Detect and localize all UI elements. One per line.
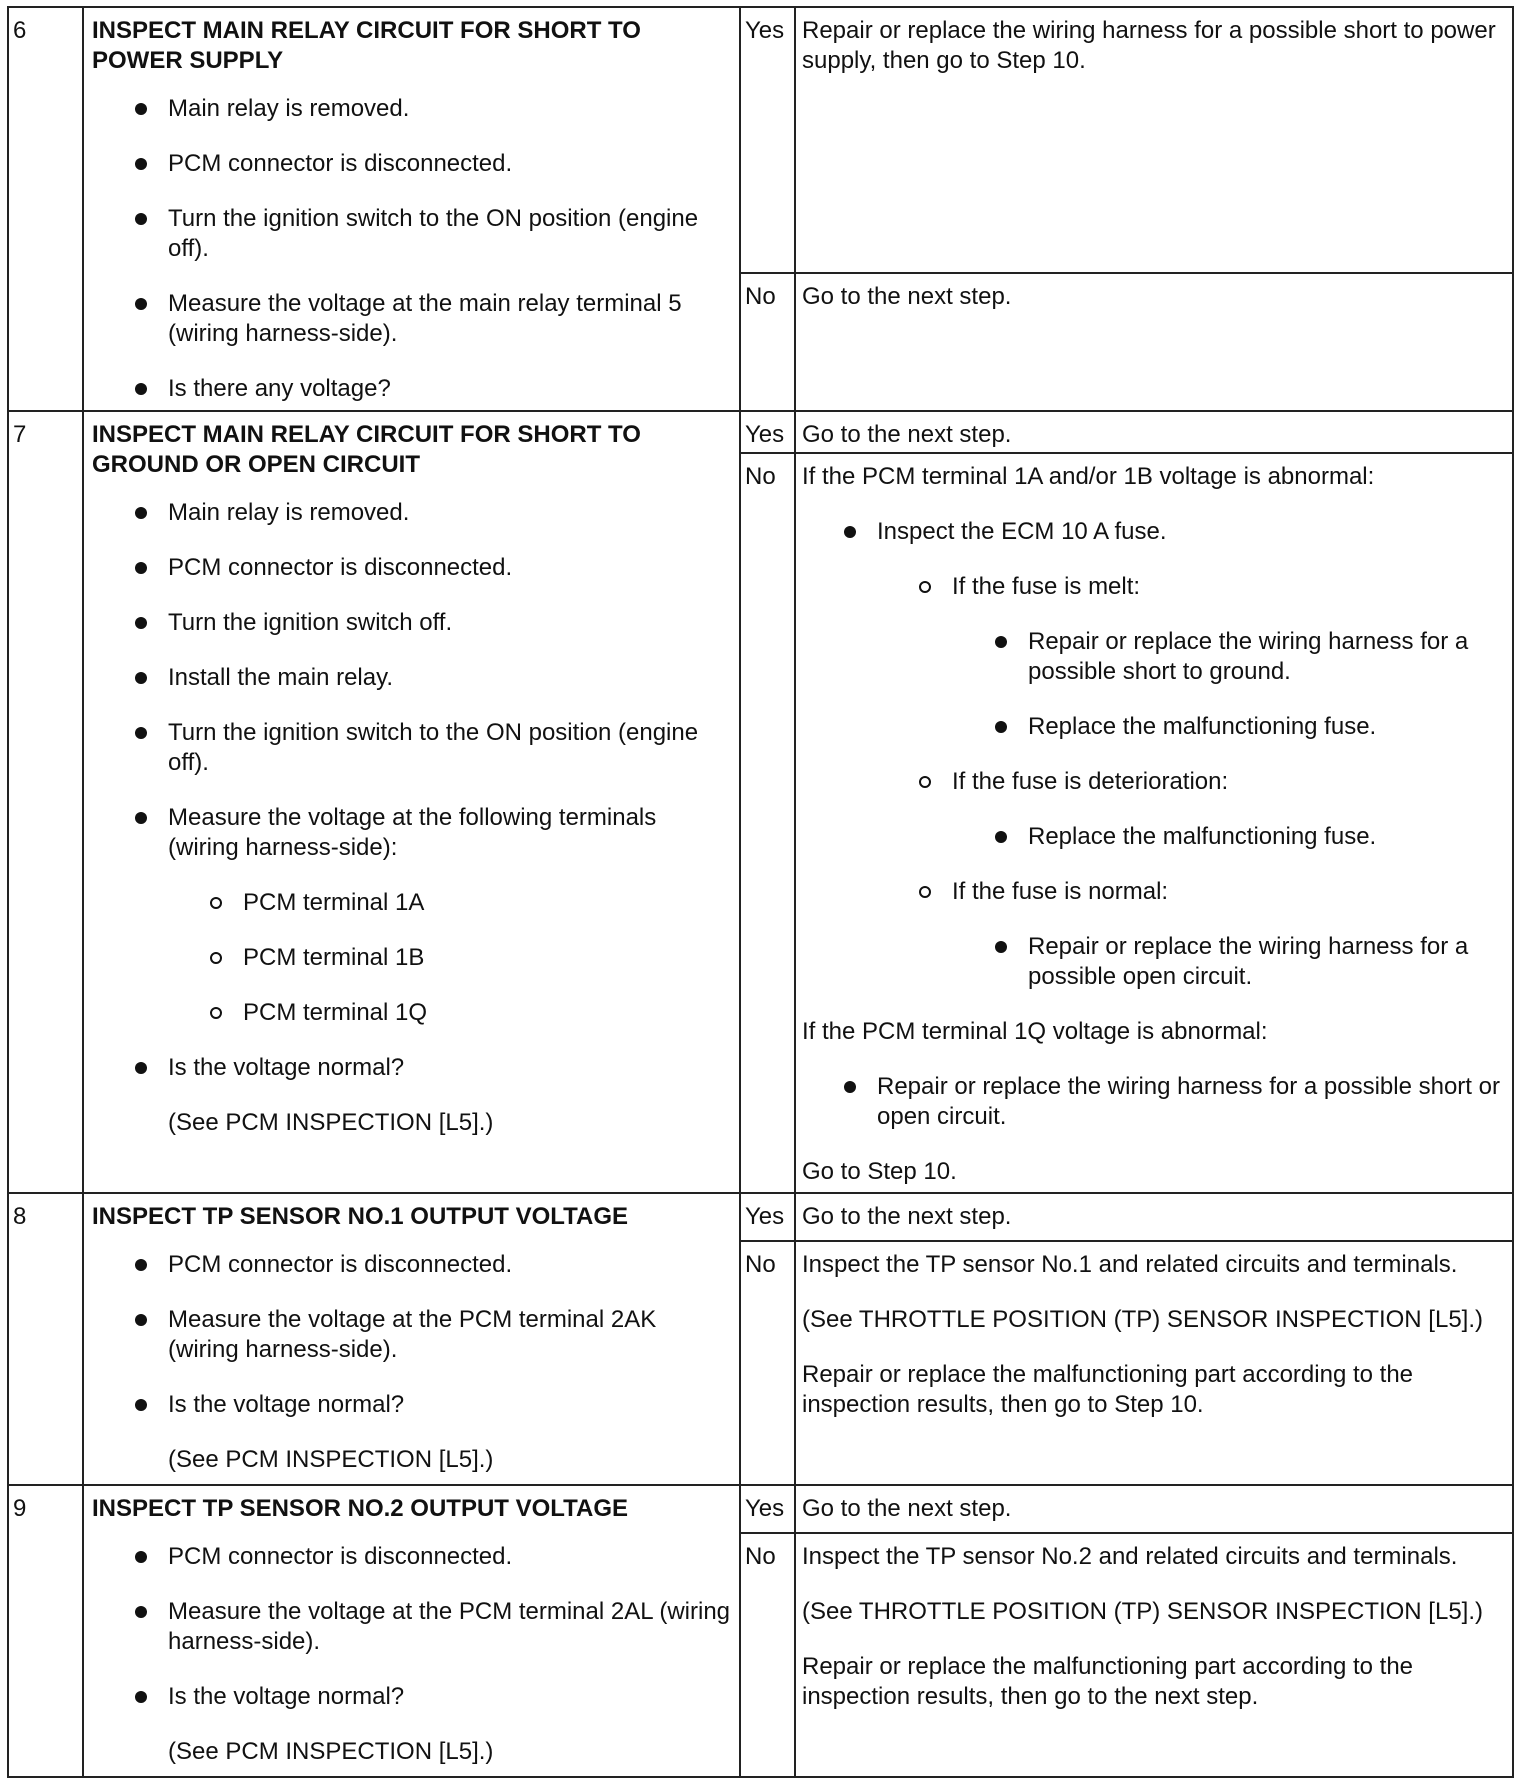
result-no-action: Go to the next step. [795, 273, 1513, 412]
result-no-label: No [740, 1241, 795, 1485]
list-item: PCM connector is disconnected. [92, 1250, 731, 1280]
result-yes-label: Yes [740, 7, 795, 273]
reference-note: (See THROTTLE POSITION (TP) SENSOR INSPECTION [L5].) [802, 1306, 1483, 1333]
result-yes-label: Yes [740, 1485, 795, 1533]
list-item: PCM connector is disconnected. [92, 149, 731, 179]
list-item: Turn the ignition switch to the ON position (engine off). [92, 204, 731, 264]
list-item: Install the main relay. [92, 663, 731, 693]
step-number: 7 [8, 411, 83, 1193]
diagnostic-procedure-table [7, 6, 1514, 1778]
case-action-list [952, 627, 1504, 742]
step-number: 9 [8, 1485, 83, 1777]
list-item: Is the voltage normal? [92, 1682, 731, 1712]
step-title-line: POWER SUPPLY [92, 47, 284, 74]
sub-list-item: PCM terminal 1Q [168, 998, 731, 1028]
step-procedure [83, 411, 740, 1193]
sub-list-item: PCM terminal 1B [168, 943, 731, 973]
reference-note: (See PCM INSPECTION [L5].) [168, 1109, 494, 1136]
sub-list-item: PCM terminal 1A [168, 888, 731, 918]
step-number: 6 [8, 7, 83, 411]
step-6-row-yes [8, 7, 1513, 273]
case-action: Repair or replace the wiring harness for a possible short to ground. [952, 627, 1504, 687]
case-list [877, 572, 1504, 992]
step-title-line: GROUND OR OPEN CIRCUIT [92, 451, 421, 478]
list-item-text: Measure the voltage at the following terminals (wiring harness-side): [168, 804, 657, 861]
case-text: If the fuse is normal: [952, 878, 1169, 905]
list-item: Is the voltage normal? [92, 1053, 731, 1083]
list-item: Main relay is removed. [92, 498, 731, 528]
step-8-row-yes [8, 1193, 1513, 1241]
action-list [802, 517, 1504, 992]
list-item: Measure the voltage at the PCM terminal 2AL (wiring harness-side). [92, 1597, 731, 1657]
case-action-list [952, 822, 1504, 852]
step-title: INSPECT TP SENSOR NO.2 OUTPUT VOLTAGE [92, 1495, 629, 1522]
reference-note: (See PCM INSPECTION [L5].) [168, 1446, 494, 1473]
action-text: Repair or replace the malfunctioning part according to the inspection results, then go to Step 10. [802, 1361, 1414, 1418]
condition-text: If the PCM terminal 1Q voltage is abnormal: [802, 1018, 1268, 1045]
result-yes-action: Repair or replace the wiring harness for a possible short to power supply, then go to Step 10. [795, 7, 1513, 273]
case-action: Replace the malfunctioning fuse. [952, 822, 1504, 852]
action-list [802, 1072, 1504, 1132]
result-no-action [795, 1533, 1513, 1777]
case-text: If the fuse is deterioration: [952, 768, 1229, 795]
procedure-list [92, 94, 731, 404]
list-item: PCM connector is disconnected. [92, 1542, 731, 1572]
case-item [877, 767, 1504, 852]
list-item: Measure the voltage at the main relay terminal 5 (wiring harness-side). [92, 289, 731, 349]
list-item: Is there any voltage? [92, 374, 731, 404]
result-no-action [795, 1241, 1513, 1485]
condition-text: If the PCM terminal 1A and/or 1B voltage is abnormal: [802, 463, 1375, 490]
list-item: Main relay is removed. [92, 94, 731, 124]
step-title-line: INSPECT MAIN RELAY CIRCUIT FOR SHORT TO [92, 17, 641, 44]
result-no-action [795, 453, 1513, 1193]
final-instruction: Go to Step 10. [802, 1158, 957, 1185]
result-yes-action: Go to the next step. [795, 1485, 1513, 1533]
procedure-list [92, 1250, 731, 1420]
result-yes-action: Go to the next step. [795, 411, 1513, 453]
step-7-row-yes [8, 411, 1513, 453]
procedure-list [92, 1542, 731, 1712]
terminal-list [92, 888, 731, 1028]
list-item [92, 803, 731, 1028]
list-item: Turn the ignition switch off. [92, 608, 731, 638]
step-9-row-yes [8, 1485, 1513, 1533]
case-action: Replace the malfunctioning fuse. [952, 712, 1504, 742]
case-text: If the fuse is melt: [952, 573, 1141, 600]
list-item: Turn the ignition switch to the ON position (engine off). [92, 718, 731, 778]
case-item [877, 877, 1504, 992]
step-procedure [83, 1485, 740, 1777]
reference-note: (See PCM INSPECTION [L5].) [168, 1738, 494, 1765]
reference-note: (See THROTTLE POSITION (TP) SENSOR INSPECTION [L5].) [802, 1598, 1483, 1625]
procedure-list [92, 498, 731, 1083]
result-yes-action: Go to the next step. [795, 1193, 1513, 1241]
list-item: Is the voltage normal? [92, 1390, 731, 1420]
case-action: Repair or replace the wiring harness for a possible open circuit. [952, 932, 1504, 992]
step-title [92, 420, 731, 480]
list-item: Repair or replace the wiring harness for a possible short or open circuit. [802, 1072, 1504, 1132]
list-item: Measure the voltage at the PCM terminal 2AK (wiring harness-side). [92, 1305, 731, 1365]
action-text: Inspect the TP sensor No.2 and related circuits and terminals. [802, 1543, 1458, 1570]
result-yes-label: Yes [740, 1193, 795, 1241]
step-title-line: INSPECT MAIN RELAY CIRCUIT FOR SHORT TO [92, 421, 641, 448]
case-item [877, 572, 1504, 742]
action-text: Inspect the TP sensor No.1 and related circuits and terminals. [802, 1251, 1458, 1278]
result-yes-label: Yes [740, 411, 795, 453]
case-action-list [952, 932, 1504, 992]
action-text: Repair or replace the malfunctioning part according to the inspection results, then go to the next step. [802, 1653, 1414, 1710]
step-title [92, 16, 731, 76]
list-item [802, 517, 1504, 992]
step-procedure [83, 1193, 740, 1485]
result-no-label: No [740, 273, 795, 412]
step-procedure [83, 7, 740, 411]
list-item: PCM connector is disconnected. [92, 553, 731, 583]
step-title: INSPECT TP SENSOR NO.1 OUTPUT VOLTAGE [92, 1203, 629, 1230]
step-number: 8 [8, 1193, 83, 1485]
list-item-text: Inspect the ECM 10 A fuse. [877, 518, 1167, 545]
result-no-label: No [740, 453, 795, 1193]
result-no-label: No [740, 1533, 795, 1777]
